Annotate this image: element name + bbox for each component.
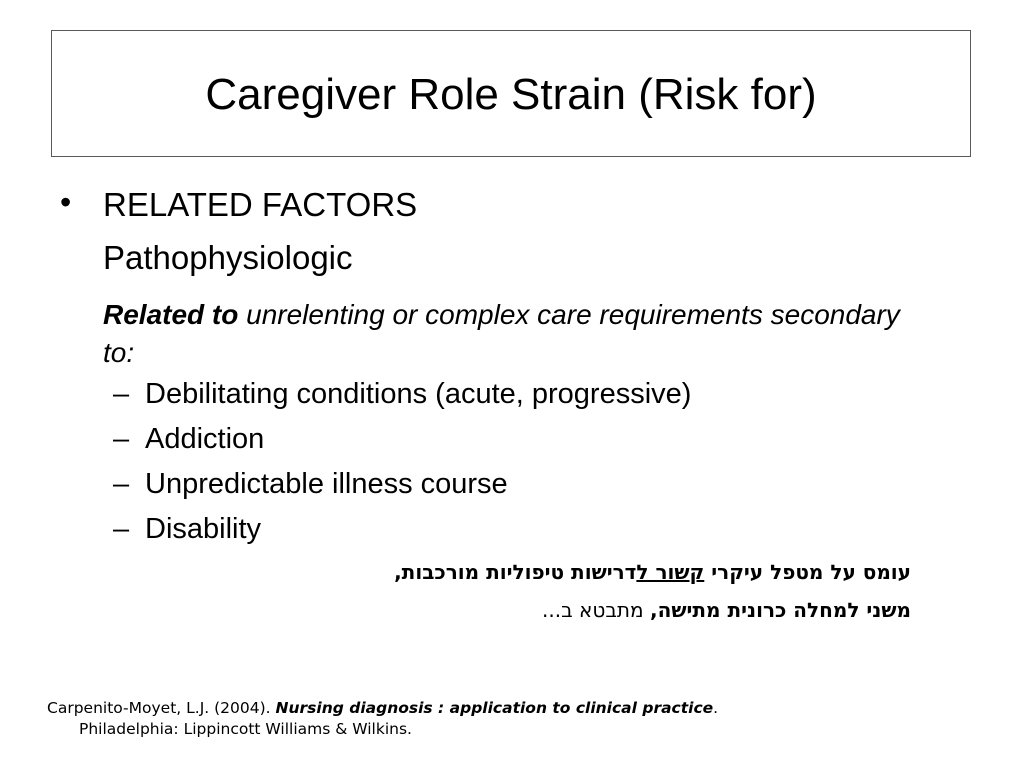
slide-title: Caregiver Role Strain (Risk for) [205, 69, 817, 119]
list-item [113, 470, 508, 499]
dash-marker: – [113, 513, 130, 545]
citation [47, 698, 747, 740]
dash-marker: – [113, 378, 130, 410]
hebrew-text: עומס על מטפל עיקרי [704, 560, 911, 584]
citation-publisher: Philadelphia: Lippincott Williams & Wilkins. [79, 720, 412, 738]
hebrew-text: מתבטא ב... [542, 598, 650, 622]
list-item [113, 425, 264, 454]
hebrew-line-2 [542, 600, 911, 620]
pathophysiologic-subheading: Pathophysiologic [103, 239, 353, 276]
list-item [113, 515, 261, 544]
hebrew-comma: , [394, 560, 402, 584]
list-item-text: Debilitating conditions (acute, progressive) [145, 378, 692, 410]
hebrew-bold-text: משני למחלה כרונית מתישה, [649, 598, 911, 622]
related-to-label: Related to [103, 299, 239, 330]
related-to-paragraph [103, 296, 933, 372]
hebrew-text: דרישות טיפוליות מורכבות [401, 560, 637, 584]
related-factors-heading: RELATED FACTORS [103, 186, 418, 223]
citation-period: . [713, 699, 719, 717]
list-item-text: Unpredictable illness course [145, 468, 508, 500]
hebrew-underlined-text: קשור ל [636, 560, 705, 584]
related-to-text: unrelenting or complex care requirements secondary to: [103, 299, 900, 368]
citation-work-title: Nursing diagnosis : application to clinical practice [275, 699, 714, 717]
bullet-dot: • [60, 184, 72, 220]
dash-marker: – [113, 423, 130, 455]
citation-authors: Carpenito-Moyet, L.J. (2004). [47, 699, 276, 717]
dash-marker: – [113, 468, 130, 500]
list-item-text: Disability [145, 513, 262, 545]
hebrew-line-1 [394, 562, 911, 582]
list-item [113, 380, 691, 409]
list-item-text: Addiction [145, 423, 265, 455]
